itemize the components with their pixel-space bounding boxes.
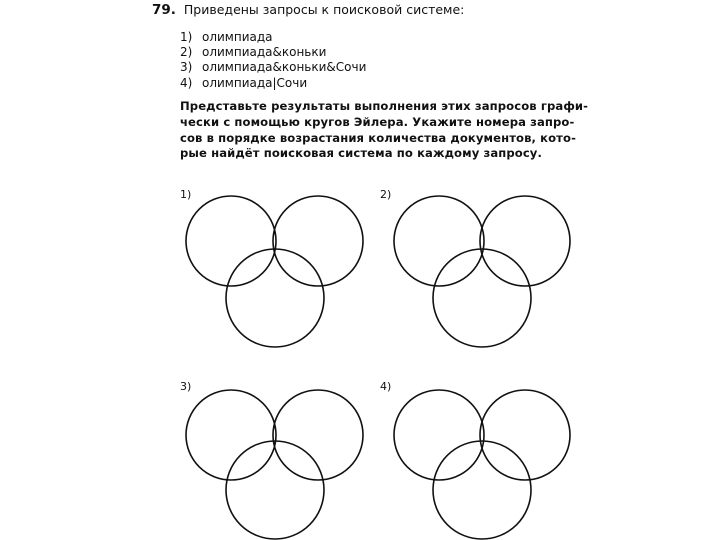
query-text: олимпиада — [202, 30, 273, 44]
euler-diagram-4 — [380, 380, 580, 540]
euler-diagram-1 — [180, 188, 380, 378]
diagram-label: 3) — [180, 380, 192, 393]
euler-circle-left — [186, 390, 276, 480]
task-line: чески с помощью кругов Эйлера. Укажите номера запро- — [180, 114, 575, 129]
euler-circle-bottom — [226, 441, 324, 539]
euler-circles — [180, 188, 380, 378]
query-text: олимпиада|Сочи — [202, 75, 308, 90]
task-line: Представьте результаты выполнения этих запросов графи- — [180, 99, 589, 113]
query-index: 1) — [180, 30, 193, 44]
euler-circles — [180, 380, 380, 540]
euler-diagram-2 — [380, 188, 580, 378]
query-item — [180, 76, 366, 91]
query-text: олимпиада&коньки — [202, 45, 327, 60]
exercise-title: Приведены запросы к поисковой системе: — [183, 2, 465, 17]
task-line: рые найдёт поисковая система по каждому запросу. — [180, 146, 542, 161]
query-item — [180, 60, 366, 75]
diagram-label: 2) — [380, 188, 392, 201]
query-text: олимпиада&коньки&Сочи — [202, 60, 367, 75]
euler-circle-bottom — [226, 249, 324, 347]
euler-circle-right — [480, 196, 570, 286]
euler-circles — [380, 380, 580, 540]
query-item — [180, 45, 366, 60]
euler-circle-bottom — [433, 249, 531, 347]
query-list — [180, 30, 366, 91]
task-text — [180, 99, 589, 162]
euler-circle-bottom — [433, 441, 531, 539]
task-line: сов в порядке возрастания количества документов, кото- — [180, 130, 576, 145]
euler-circle-right — [273, 196, 363, 286]
query-index: 3) — [180, 60, 193, 75]
euler-diagram-3 — [180, 380, 380, 540]
diagram-label: 4) — [380, 380, 392, 393]
query-index: 4) — [180, 75, 193, 90]
exercise-number: 79. — [152, 2, 176, 18]
diagram-label: 1) — [180, 188, 192, 201]
euler-circle-left — [394, 196, 484, 286]
euler-circle-left — [186, 196, 276, 286]
query-item — [180, 30, 366, 45]
exercise-header — [152, 2, 464, 18]
query-index: 2) — [180, 45, 193, 60]
euler-circles — [380, 188, 580, 378]
